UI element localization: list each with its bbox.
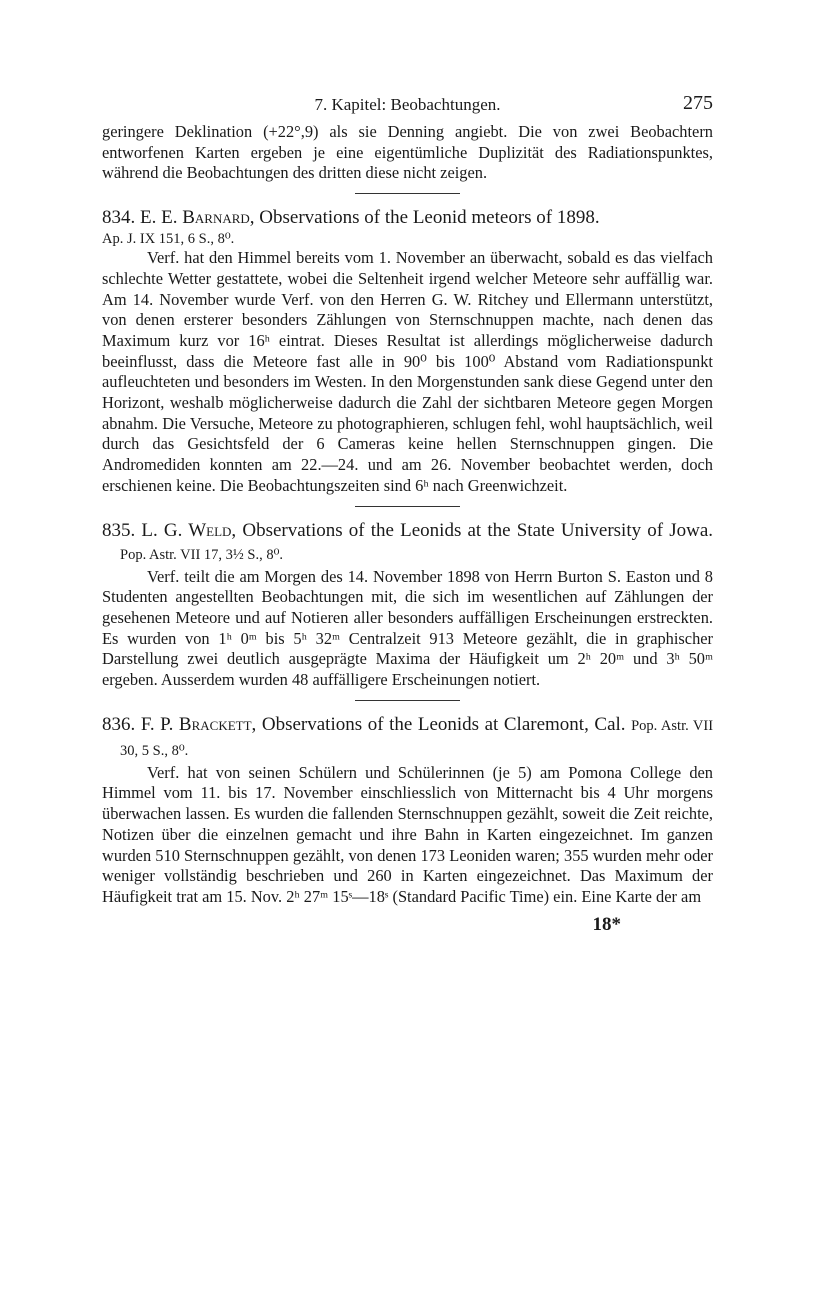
entry-number: 835. xyxy=(102,519,136,541)
entry-heading-835 xyxy=(102,519,713,567)
entry-number: 834. xyxy=(102,207,136,229)
section-divider xyxy=(355,193,460,194)
section-divider xyxy=(355,506,460,507)
continuation-paragraph: geringere Deklination (+22°,9) als sie Denning angiebt. Die von zwei Beobachtern entworfenen Karten ergeben je eine eigentümliche Duplizität des Radiationspunktes, während die Beobachtungen des dritten diese nicht zeigen. xyxy=(102,122,713,183)
entry-reference: Pop. Astr. VII 17, 3½ S., 8⁰. xyxy=(120,546,284,563)
entry-author: L. G. Weld, xyxy=(141,519,237,541)
entry-title: Observations of the Leonid meteors of 1898. xyxy=(259,207,600,229)
entry-author: F. P. Brackett, xyxy=(140,713,257,735)
entry-reference: Ap. J. IX 151, 6 S., 8⁰. xyxy=(102,231,235,248)
entry-body-836: Verf. hat von seinen Schülern und Schülerinnen (je 5) am Pomona College den Himmel vom 11. bis 17. November einschliesslich von Mitternacht bis 4 Uhr morgens überwachen lassen. Es wurden die fallenden Sternschnuppen gezählt, soweit die Zeit reichte, Notizen über die einzelnen gemacht und ihre Bahn in Karten eingezeichnet. Im ganzen wurden 510 Sternschnuppen gezählt, von denen 173 Leoniden waren; 355 wurden mehr oder weniger vollständig beschrieben und 260 in Karten eingezeichnet. Das Maximum der Häufigkeit trat am 15. Nov. 2ʰ 27ᵐ 15ˢ—18ˢ (Standard Pacific Time) ein. Eine Karte der am xyxy=(102,762,713,906)
page xyxy=(102,92,713,936)
entry-title: Observations of the Leonids at Claremont, Cal. xyxy=(261,713,626,735)
signature-mark: 18* xyxy=(592,913,621,935)
entry-author: E. E. Barnard, xyxy=(140,207,255,229)
page-number: 275 xyxy=(683,92,713,114)
chapter-title: 7. Kapitel: Beobachtungen. xyxy=(314,95,501,114)
entry-body-834: Verf. hat den Himmel bereits vom 1. November an überwacht, sobald es das vielfach schlechte Wetter gestattete, wobei die Seltenheit irgend welcher Meteore sehr auffällig war. Am 14. November wurde Verf. von den Herren G. W. Ritchey und Ellermann unterstützt, von denen ersterer besonders Zählungen von Sternschnuppen machte, nach denen das Maximum kurz vor 16ʰ eintrat. Dieses Resultat ist allerdings möglicherweise dadurch beeinflusst, dass die Meteore fast alle in 90⁰ bis 100⁰ Abstand vom Radiationspunkt aufleuchteten und besonders im Westen. In den Morgenstunden sank diese Gegend unter den Horizont, weshalb möglicherweise dadurch die Zahl der sichtbaren Meteore gegen Morgen abnahm. Die Versuche, Meteore zu photographieren, schlugen fehl, wohl hauptsächlich, weil durch das Gesichtsfeld der 6 Cameras keine hellen Sternschnuppen gingen. Die Andromediden konnten am 22.—24. und am 26. November beobachtet werden, doch erschienen keine. Die Beobachtungszeiten sind 6ʰ nach Greenwichzeit. xyxy=(102,248,713,495)
entry-heading-834 xyxy=(102,206,713,248)
entry-body-835: Verf. teilt die am Morgen des 14. November 1898 von Herrn Burton S. Easton und 8 Studenten angestellten Beobachtungen mit, die sich im wesentlichen auf Zählungen der gesehenen Meteore und auf Notieren aller besonders auffälligen Erscheinungen erstreckten. Es wurden von 1ʰ 0ᵐ bis 5ʰ 32ᵐ Centralzeit 913 Meteore gezählt, die in graphischer Darstellung zwei deutlich ausgeprägte Maxima der Häufigkeit um 2ʰ 20ᵐ und 3ʰ 50ᵐ ergeben. Ausserdem wurden 48 auffälligere Erscheinungen notiert. xyxy=(102,566,713,690)
section-divider xyxy=(355,700,460,701)
running-head xyxy=(102,92,713,122)
entry-heading-836 xyxy=(102,713,713,763)
entry-number: 836. xyxy=(102,713,136,735)
entry-reference: Pop. Astr. VII 30, 5 S., 8⁰. xyxy=(120,717,714,759)
entry-title: Observations of the Leonids at the State University of Jowa. xyxy=(242,519,714,541)
